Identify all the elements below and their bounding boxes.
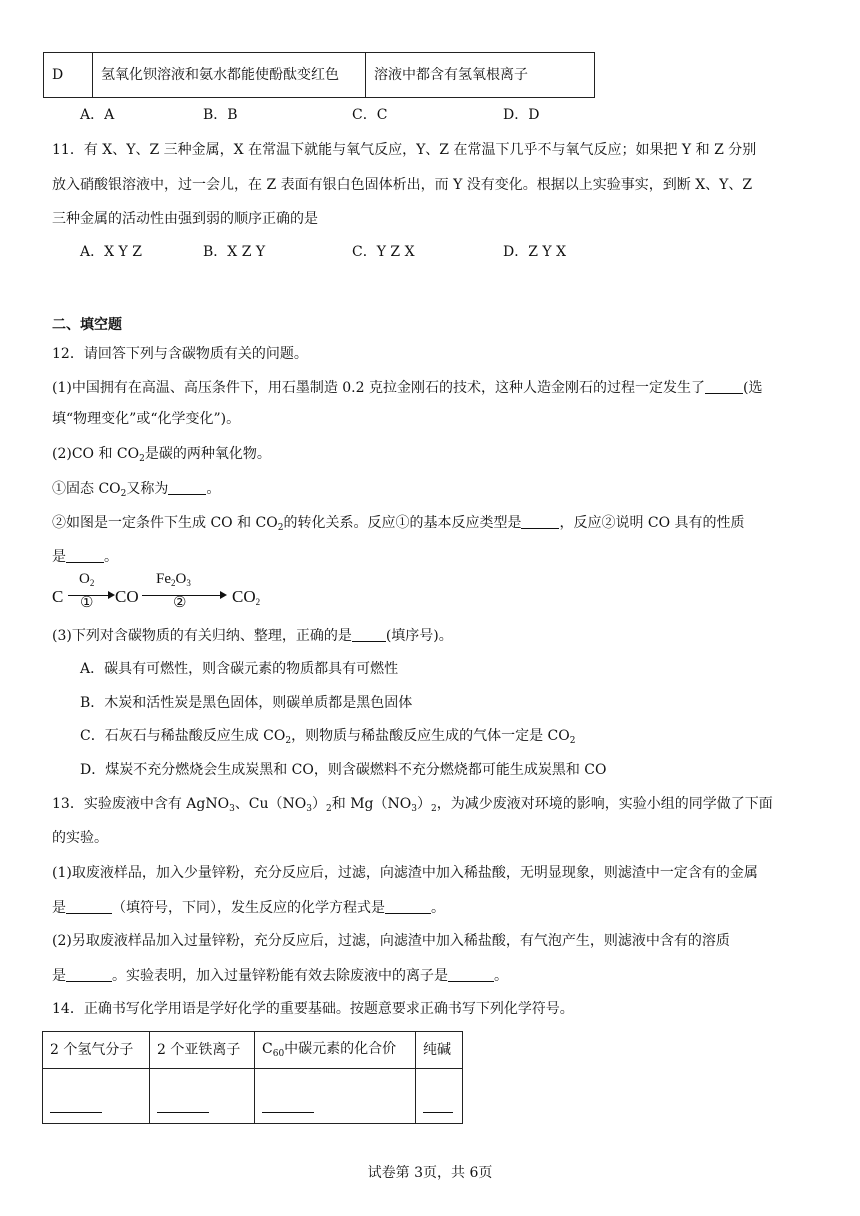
q10-option-c[interactable]: C．C xyxy=(352,107,388,123)
text: 13．实验废液中含有 AgNO xyxy=(52,796,230,812)
subscript: 3 xyxy=(186,578,191,588)
subscript: 3 xyxy=(229,804,235,814)
text: 。 xyxy=(431,900,445,916)
oxygen-reagent xyxy=(79,572,94,588)
section-title: 二、填空题 xyxy=(52,317,122,333)
text: O xyxy=(79,571,90,587)
q10-option-a[interactable]: A．A xyxy=(80,107,115,123)
q12-part1-line2: 填“物理变化”或“化学变化”)。 xyxy=(52,411,241,427)
text: 是 xyxy=(52,968,66,984)
q12-sub2-line2 xyxy=(52,549,118,564)
answer-cell[interactable] xyxy=(43,1069,150,1124)
subscript: 2 xyxy=(89,578,95,588)
reason-cell: 溶液中都含有氢氧根离子 xyxy=(366,53,595,98)
subscript: 3 xyxy=(411,804,417,814)
q11-option-b[interactable]: B．X Z Y xyxy=(203,244,266,260)
text: C xyxy=(262,1040,273,1057)
answer-cell[interactable] xyxy=(255,1069,416,1124)
text: ） xyxy=(312,796,327,812)
iron-oxide-reagent xyxy=(156,572,191,588)
text: 的转化关系。反应①的基本反应类型是 xyxy=(283,515,522,531)
q11-option-c[interactable]: C．Y Z X xyxy=(352,244,415,260)
answer-blank[interactable] xyxy=(521,515,559,529)
text: 是 xyxy=(52,900,66,916)
answer-blank[interactable] xyxy=(448,968,494,982)
q12-option-d[interactable]: D．煤炭不充分燃烧会生成炭黑和 CO，则含碳燃料不充分燃烧都可能生成炭黑和 CO xyxy=(80,762,607,778)
arrow-2-head xyxy=(220,591,227,599)
text: ②如图是一定条件下生成 CO 和 CO xyxy=(52,515,278,531)
text: 中碳元素的化合价 xyxy=(284,1040,397,1057)
text: ） xyxy=(416,796,431,812)
fact-cell: 氢氧化钡溶液和氨水都能使酚酞变红色 xyxy=(93,53,366,98)
q12-option-c[interactable] xyxy=(80,729,575,746)
page-footer: 试卷第 3页，共 6页 xyxy=(367,1165,493,1181)
q14-stem: 14．正确书写化学用语是学好化学的重要基础。按题意要求正确书写下列化学符号。 xyxy=(52,1001,574,1017)
q12-option-b[interactable]: B．木炭和活性炭是黑色固体，则碳单质都是黑色固体 xyxy=(80,695,413,711)
subscript: 2 xyxy=(120,489,127,499)
subscript: 60 xyxy=(272,1048,285,1059)
q13-part1-line2 xyxy=(52,900,445,915)
text: 是碳的两种氧化物。 xyxy=(144,446,271,462)
step-1-label: ① xyxy=(80,595,94,611)
text: （填符号，下同），发生反应的化学方程式是 xyxy=(112,900,385,916)
text: O xyxy=(175,571,187,587)
answer-blank[interactable] xyxy=(262,1112,314,1113)
answer-blank[interactable] xyxy=(705,380,743,394)
carbon-label: C xyxy=(52,587,64,606)
q13-part1-line1: (1)取废液样品，加入少量锌粉，充分反应后，过滤，向滤渣中加入稀盐酸，无明显现象，则滤渣中一定含有的金属 xyxy=(52,865,758,881)
header-cell: 2 个亚铁离子 xyxy=(150,1032,255,1069)
text: 和 Mg（NO xyxy=(331,796,412,812)
reaction-diagram xyxy=(52,570,282,614)
text: C．石灰石与稀盐酸反应生成 CO xyxy=(80,728,286,744)
q12-sub2-line1 xyxy=(52,515,745,533)
q12-option-a[interactable]: A．碳具有可燃性，则含碳元素的物质都具有可燃性 xyxy=(80,661,399,677)
q10-option-b[interactable]: B．B xyxy=(203,107,238,123)
text: (选 xyxy=(743,380,763,396)
q14-answer-table xyxy=(42,1031,463,1124)
text: (填序号)。 xyxy=(385,628,453,644)
answer-blank[interactable] xyxy=(50,1112,102,1113)
q12-part2 xyxy=(52,447,271,464)
answer-blank[interactable] xyxy=(157,1112,209,1113)
text: 。 xyxy=(104,549,118,565)
answer-blank[interactable] xyxy=(423,1112,453,1113)
co-label: CO xyxy=(115,587,139,606)
text: (3)下列对含碳物质的有关归纳、整理，正确的是 xyxy=(52,628,352,644)
answer-table-row-d xyxy=(43,52,595,98)
text: 、Cu（NO xyxy=(234,796,307,812)
q12-sub1 xyxy=(52,481,220,499)
text: 。 xyxy=(206,481,221,497)
q12-part1-line1 xyxy=(52,380,762,395)
header-cell: 纯碱 xyxy=(416,1032,463,1069)
header-cell: 2 个氢气分子 xyxy=(43,1032,150,1069)
q10-option-d[interactable]: D．D xyxy=(503,107,540,123)
q11-option-a[interactable]: A．X Y Z xyxy=(80,244,142,260)
text: ，反应②说明 CO 具有的性质 xyxy=(559,515,745,531)
q11-option-d[interactable]: D．Z Y X xyxy=(503,244,567,260)
answer-blank[interactable] xyxy=(352,628,386,642)
subscript: 2 xyxy=(139,454,145,464)
text: (1)中国拥有在高温、高压条件下，用石墨制造 0.2 克拉金刚石的技术，这种人造金刚石的过程一定发生了 xyxy=(52,380,705,396)
answer-blank[interactable] xyxy=(385,900,431,914)
q13-part2-line1: (2)另取废液样品加入过量锌粉，充分反应后，过滤，向滤渣中加入稀盐酸，有气泡产生，则滤液中含有的溶质 xyxy=(52,933,730,949)
subscript: 2 xyxy=(171,578,176,588)
co2-label xyxy=(232,588,260,607)
subscript: 2 xyxy=(326,804,332,814)
text: 。实验表明，加入过量锌粉能有效去除废液中的离子是 xyxy=(112,968,448,984)
text: ，为减少废液对环境的影响，实验小组的同学做了下面 xyxy=(436,796,773,812)
q11-line-3: 三种金属的活动性由强到弱的顺序正确的是 xyxy=(52,211,318,227)
q13-line-2: 的实验。 xyxy=(52,830,108,846)
q12-stem: 12．请回答下列与含碳物质有关的问题。 xyxy=(52,346,308,362)
text: 又称为 xyxy=(126,481,169,497)
text: CO xyxy=(232,587,256,606)
text: ，则物质与稀盐酸反应生成的气体一定是 CO xyxy=(291,728,570,744)
answer-cell[interactable] xyxy=(150,1069,255,1124)
subscript: 2 xyxy=(255,597,261,607)
answer-blank[interactable] xyxy=(66,900,112,914)
q11-line-2: 放入硝酸银溶液中，过一会儿，在 Z 表面有银白色固体析出，而 Y 没有变化。根据以上实验事实，到断 X、Y、Z xyxy=(52,177,753,193)
q13-part2-line2 xyxy=(52,968,508,983)
subscript: 2 xyxy=(277,523,284,533)
q13-line-1 xyxy=(52,797,773,814)
step-2-label: ② xyxy=(173,595,187,611)
subscript: 2 xyxy=(430,804,437,814)
text: 。 xyxy=(494,968,508,984)
q11-line-1: 11．有 X、Y、Z 三种金属，X 在常温下就能与氧气反应，Y、Z 在常温下几乎不与氧气反应；如果把 Y 和 Z 分别 xyxy=(52,142,757,158)
text: Fe xyxy=(156,571,171,587)
subscript: 2 xyxy=(285,736,292,746)
answer-cell[interactable] xyxy=(416,1069,463,1124)
header-cell xyxy=(255,1032,416,1069)
arrow-1-head xyxy=(108,591,115,599)
option-letter-cell: D xyxy=(44,53,93,98)
answer-blank[interactable] xyxy=(168,481,206,495)
text: 是 xyxy=(52,549,66,565)
text: ①固态 CO xyxy=(52,481,121,497)
answer-blank[interactable] xyxy=(66,968,112,982)
answer-blank[interactable] xyxy=(66,549,104,563)
text: (2)CO 和 CO xyxy=(52,446,140,462)
subscript: 2 xyxy=(569,736,576,746)
q12-part3 xyxy=(52,628,453,643)
subscript: 3 xyxy=(306,804,313,814)
